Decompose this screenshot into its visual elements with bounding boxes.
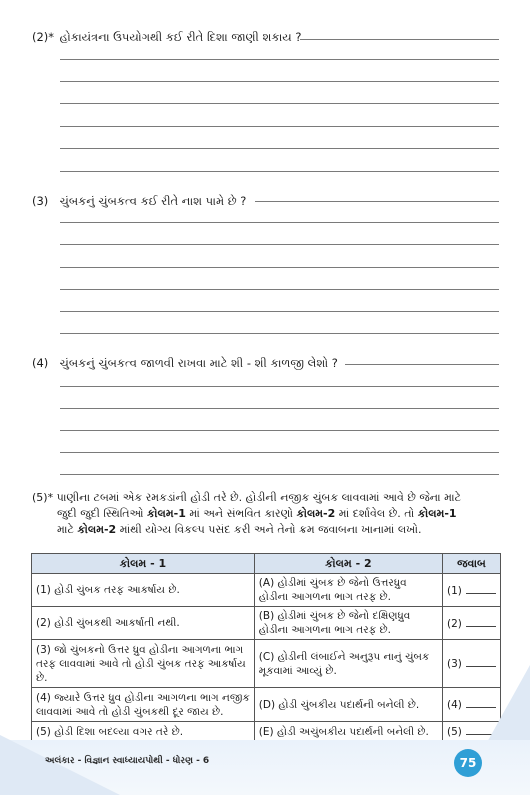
answer-line[interactable] bbox=[60, 430, 499, 431]
question-text-line-1: પાણીના ટબમાં એક રમકડાંની હોડી તરે છે. હોડીની નજીક ચુંબક લાવવામાં આવે છે જેના માટે bbox=[56, 491, 461, 504]
answer-line[interactable] bbox=[60, 103, 499, 104]
answer-blank[interactable] bbox=[466, 583, 496, 594]
answer-cell[interactable] bbox=[443, 607, 501, 640]
answer-line[interactable] bbox=[60, 386, 499, 387]
answer-number: (2) bbox=[447, 617, 462, 630]
question-number: (2)* bbox=[32, 30, 55, 44]
answer-line[interactable] bbox=[60, 222, 499, 223]
answer-line[interactable] bbox=[60, 452, 499, 453]
column-1-cell: (1) હોડી ચુંબક તરફ આકર્ષાય છે. bbox=[32, 574, 255, 607]
question-5 bbox=[32, 490, 502, 538]
answer-line[interactable] bbox=[60, 148, 499, 149]
column-1-cell: (4) જ્યારે ઉત્તર ધ્રુવ હોડીના આગળના ભાગ નજીક લાવવામાં આવે તો હોડી ચુંબકથી દૂર જાય છે. bbox=[32, 688, 255, 722]
kolam-1-ref: કોલમ-1 bbox=[147, 507, 186, 520]
question-number: (5)* bbox=[32, 491, 54, 504]
answer-header: જવાબ bbox=[443, 554, 501, 574]
table-row bbox=[32, 688, 501, 722]
footer-title: અલંકાર - વિજ્ઞાન સ્વાધ્યાયપોથી - ધોરણ - 6 bbox=[45, 756, 210, 766]
column-2-cell: (E) હોડી અચુંબકીય પદાર્થની બનેલી છે. bbox=[254, 722, 442, 742]
question-text-line-2b: માં અને સંભવિત કારણો bbox=[185, 507, 297, 520]
answer-number: (4) bbox=[447, 699, 462, 711]
column-2-cell: (A) હોડીમાં ચુંબક છે જેનો ઉત્તરધ્રુવ હોડીના આગળના ભાગ તરફ છે. bbox=[254, 574, 442, 607]
column-1-header: કોલમ - 1 bbox=[32, 554, 255, 574]
question-number: (4) bbox=[32, 356, 49, 370]
answer-number: (1) bbox=[447, 584, 462, 597]
answer-line[interactable] bbox=[345, 364, 499, 365]
table-row bbox=[32, 574, 501, 607]
answer-line[interactable] bbox=[60, 81, 499, 82]
question-text-line-2c: માં દર્શાવેલ છે. તો bbox=[335, 507, 418, 520]
answer-line[interactable] bbox=[300, 39, 499, 40]
answer-number: (3) bbox=[447, 658, 462, 670]
column-2-cell: (B) હોડીમાં ચુંબક છે જેનો દક્ષિણધ્રુવ હોડીના આગળના ભાગ તરફ છે. bbox=[254, 607, 442, 640]
question-text-line-3a: માટે bbox=[57, 523, 78, 536]
question-number: (3) bbox=[32, 194, 49, 208]
page-number-badge: 75 bbox=[454, 749, 482, 777]
question-text: ચુંબકનું ચુંબકત્વ જાળવી રાખવા માટે શી - શી કાળજી લેશો ? bbox=[59, 356, 338, 370]
answer-cell[interactable] bbox=[443, 574, 501, 607]
answer-line[interactable] bbox=[255, 201, 499, 202]
column-2-cell: (C) હોડીની લંબાઈને અનુરૂપ નાનું ચુંબક મૂકવામાં આવ્યું છે. bbox=[254, 640, 442, 688]
answer-line[interactable] bbox=[60, 474, 499, 475]
table-row bbox=[32, 607, 501, 640]
question-text: ચુંબકનું ચુંબકત્વ કઈ રીતે નાશ પામે છે ? bbox=[59, 194, 247, 208]
column-1-cell: (2) હોડી ચુંબકથી આકર્ષાતી નથી. bbox=[32, 607, 255, 640]
answer-line[interactable] bbox=[60, 267, 499, 268]
answer-line[interactable] bbox=[60, 333, 499, 334]
column-1-cell: (3) જો ચુંબકનો ઉત્તર ધ્રુવ હોડીના આગળના ભાગ તરફ લાવવામાં આવે તો હોડી ચુંબક તરફ આકર્ષાય છે. bbox=[32, 640, 255, 688]
kolam-2-ref: કોલમ-2 bbox=[77, 523, 117, 536]
question-text-line-3c: માંથી યોગ્ય વિકલ્પ પસંદ કરી અને તેનો ક્રમ જવાબના ખાનામાં લખો. bbox=[116, 523, 422, 536]
answer-line[interactable] bbox=[60, 289, 499, 290]
kolam-2-ref: કોલમ-2 bbox=[296, 507, 336, 520]
table-row bbox=[32, 640, 501, 688]
question-text-line-2a: જુદી જુદી સ્થિતિઓ bbox=[57, 507, 148, 520]
column-2-cell: (D) હોડી ચુંબકીય પદાર્થની બનેલી છે. bbox=[254, 688, 442, 722]
answer-number: (5) bbox=[447, 726, 462, 738]
column-2-header: કોલમ - 2 bbox=[254, 554, 442, 574]
matching-table bbox=[31, 553, 501, 742]
kolam-1-ref: કોલમ-1 bbox=[417, 507, 457, 520]
answer-line[interactable] bbox=[60, 311, 499, 312]
answer-line[interactable] bbox=[60, 59, 499, 60]
question-2 bbox=[32, 30, 302, 45]
answer-line[interactable] bbox=[60, 126, 499, 127]
answer-blank[interactable] bbox=[466, 616, 496, 627]
question-text: હોકાયંત્રના ઉપયોગથી કઈ રીતે દિશા જાણી શકાય ? bbox=[59, 30, 302, 44]
question-3 bbox=[32, 194, 246, 209]
column-1-cell: (5) હોડી દિશા બદલ્યા વગર તરે છે. bbox=[32, 722, 255, 742]
table-header-row bbox=[32, 554, 501, 574]
answer-line[interactable] bbox=[60, 408, 499, 409]
question-4 bbox=[32, 356, 338, 371]
answer-line[interactable] bbox=[60, 171, 499, 172]
answer-line[interactable] bbox=[60, 244, 499, 245]
